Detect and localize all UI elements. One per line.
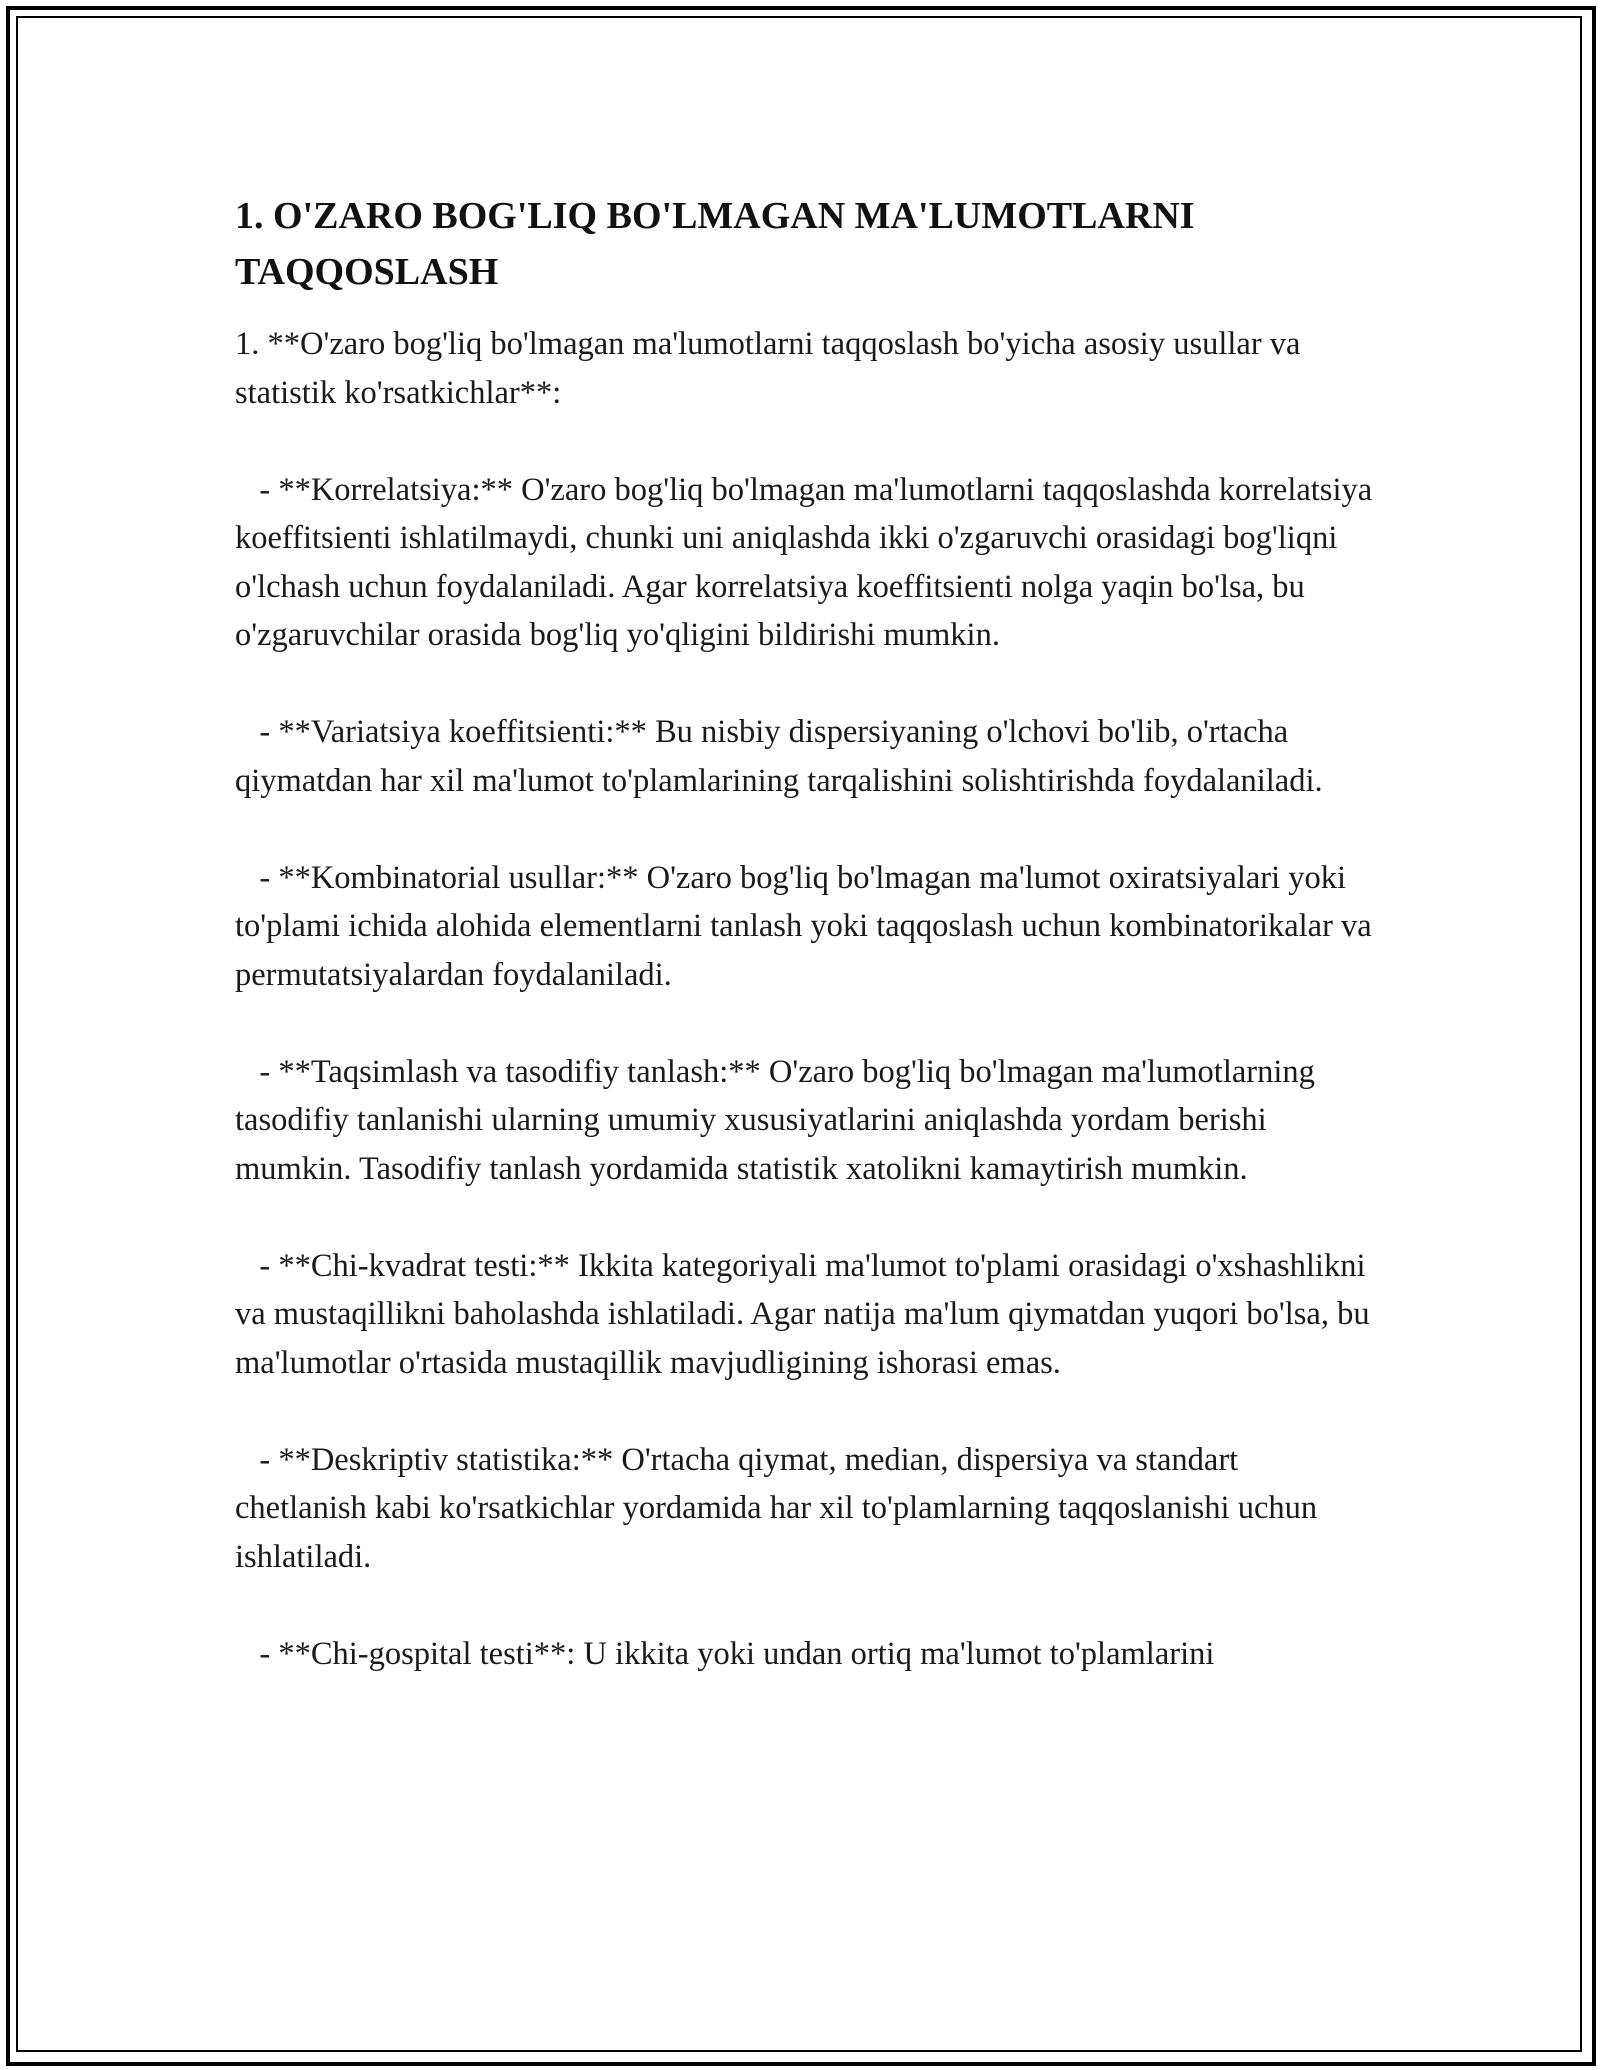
paragraph-kombinatorial-usullar: - **Kombinatorial usullar:** O'zaro bog'liq bo'lmagan ma'lumot oxiratsiyalari yoki to'plami ichida alohida elementlarni tanlash yoki taqqoslash uchun kombinatorikalar va permutatsiyalardan foydalaniladi.: [235, 859, 1380, 993]
paragraph-taqsimlash: - **Taqsimlash va tasodifiy tanlash:** O'zaro bog'liq bo'lmagan ma'lumotlarning tasodifiy tanlanishi ularning umumiy xususiyatlarini aniqlashda yordam berishi mumkin. Tasodifiy tanlash yordamida statistik xatolikni kamaytirish mumkin.: [235, 1053, 1324, 1187]
paragraph-chi-gospital: - **Chi-gospital testi**: U ikkita yoki undan ortiq ma'lumot to'plamlarini: [235, 1635, 1215, 1672]
paragraph-chi-kvadrat: - **Chi-kvadrat testi:** Ikkita kategoriyali ma'lumot to'plami orasidagi o'xshashlikni va mustaqillikni baholashda ishlatiladi. Agar natija ma'lum qiymatdan yuqori bo'lsa, bu ma'lumotlar o'rtasida mustaqillik mavjudligining ishorasi emas.: [235, 1247, 1378, 1381]
document-body: [235, 188, 1381, 1727]
section-heading: 1. O'ZARO BOG'LIQ BO'LMAGAN MA'LUMOTLARNI TAQQOSLASH: [235, 195, 1195, 293]
paragraph-korrelatsiya: - **Korrelatsiya:** O'zaro bog'liq bo'lmagan ma'lumotlarni taqqoslashda korrelatsiya koeffitsienti ishlatilmaydi, chunki uni aniqlashda ikki o'zgaruvchi orasidagi bog'liqni o'lchash uchun foydalaniladi. Agar korrelatsiya koeffitsienti nolga yaqin bo'lsa, bu o'zgaruvchilar orasida bog'liq yo'qligini bildirishi mumkin.: [235, 471, 1381, 653]
intro-paragraph: 1. **O'zaro bog'liq bo'lmagan ma'lumotlarni taqqoslash bo'yicha asosiy usullar va statistik ko'rsatkichlar**:: [235, 326, 1309, 411]
paragraph-deskriptiv-statistika: - **Deskriptiv statistika:** O'rtacha qiymat, median, dispersiya va standart chetlanish kabi ko'rsatkichlar yordamida har xil to'plamlarning taqqoslanishi uchun ishlatiladi.: [235, 1441, 1326, 1575]
paragraph-variatsiya-koeffitsienti: - **Variatsiya koeffitsienti:** Bu nisbiy dispersiyaning o'lchovi bo'lib, o'rtacha qiymatdan har xil ma'lumot to'plamlarining tarqalishini solishtirishda foydalaniladi.: [235, 714, 1323, 799]
